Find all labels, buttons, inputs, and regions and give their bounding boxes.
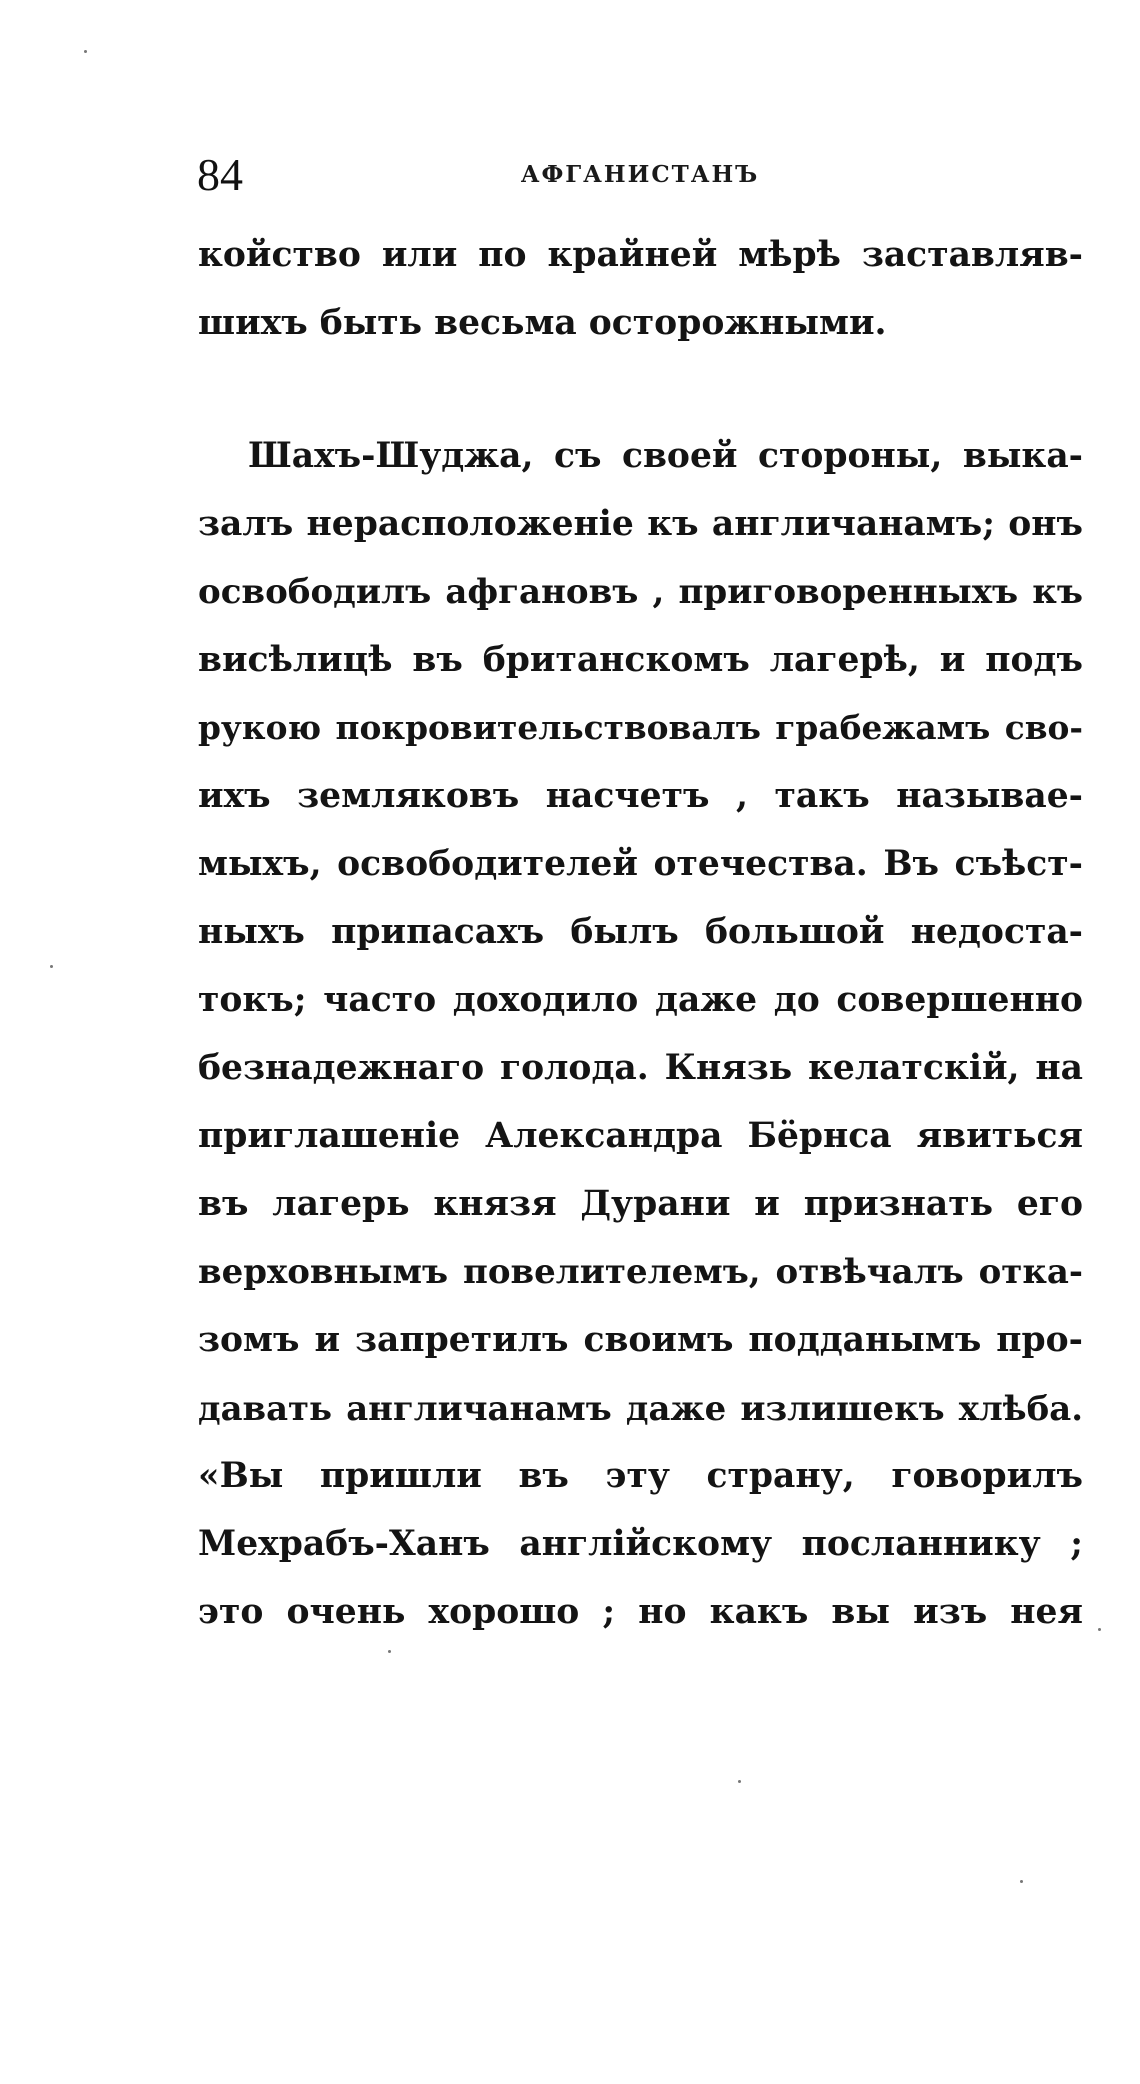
text-line: давать англичанамъ даже излишекъ хлѣба. <box>198 1388 1083 1428</box>
text-line: висѣлицѣ въ британскомъ лагерѣ, и подъ <box>198 640 1083 680</box>
paragraph-continuation <box>198 221 1083 357</box>
text-line: освободилъ афгановъ , приговоренныхъ къ <box>198 572 1083 612</box>
text-line: койство или по крайней мѣрѣ заставляв- <box>198 235 1083 275</box>
text-line: залъ нерасположеніе къ англичанамъ; онъ <box>198 504 1083 544</box>
paper-speck <box>1098 1628 1101 1631</box>
text-line: рукою покровительствовалъ грабежамъ сво- <box>198 708 1083 747</box>
text-line: Шахъ-Шуджа, съ своей стороны, выка- <box>248 436 1083 476</box>
paper-speck <box>84 50 87 53</box>
running-head <box>197 150 1083 200</box>
text-line: шихъ быть весьма осторожными. <box>198 303 887 343</box>
paper-speck <box>738 1780 741 1783</box>
paper-speck <box>1020 1880 1023 1883</box>
text-line: мыхъ, освободителей отечества. Въ съѣст- <box>198 844 1083 884</box>
paper-speck <box>50 965 53 968</box>
text-line: ихъ земляковъ насчетъ , такъ называе- <box>198 776 1083 816</box>
text-line: «Вы пришли въ эту страну, говорилъ <box>198 1456 1083 1496</box>
paragraph <box>198 422 1083 1646</box>
running-title: АФГАНИСТАНЪ <box>520 161 760 188</box>
text-line: въ лагерь князя Дурани и признать его <box>198 1184 1083 1224</box>
text-line: токъ; часто доходило даже до совершенно <box>198 980 1083 1020</box>
text-line: верховнымъ повелителемъ, отвѣчалъ отка- <box>198 1252 1083 1292</box>
text-line: ныхъ припасахъ былъ большой недоста- <box>198 912 1083 952</box>
text-line: это очень хорошо ; но какъ вы изъ нея <box>198 1592 1083 1632</box>
paper-speck <box>388 1650 391 1653</box>
page-number: 84 <box>197 149 243 200</box>
text-line: Мехрабъ-Ханъ англійскому посланнику ; <box>198 1524 1083 1564</box>
text-line: приглашеніе Александра Бёрнса явиться <box>198 1116 1083 1156</box>
text-line: зомъ и запретилъ своимъ подданымъ про- <box>198 1320 1083 1360</box>
text-line: безнадежнаго голода. Князь келатскій, на <box>198 1048 1083 1088</box>
